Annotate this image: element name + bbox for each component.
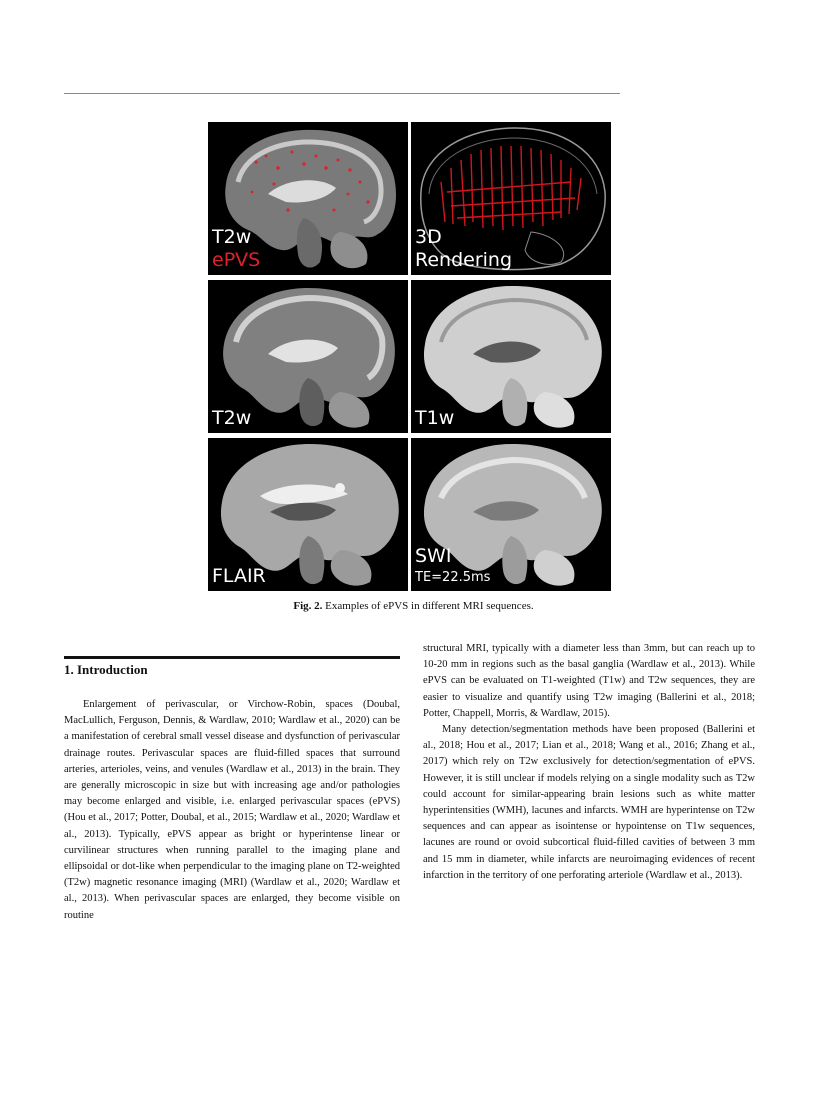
panel-label-swi-te: TE=22.5ms — [415, 570, 491, 585]
figure-caption-text: Examples of ePVS in different MRI sequences. — [322, 600, 534, 612]
panel-t2w-epvs — [208, 122, 408, 275]
panel-label-rendering: Rendering — [415, 249, 513, 271]
section-rule — [64, 656, 400, 659]
panel-3d-rendering — [411, 122, 611, 275]
left-paragraph-1: Enlargement of perivascular, or Virchow-Robin, spaces (Doubal, MacLullich, Ferguson, Dennis, & Wardlaw, 2010; Wardlaw et al., 2020) can be a manifestation of cerebral small vessel disease and dysfunction of perivascular drainage routes. Perivascular spaces are fluid-filled spaces that surround arteries, arterioles, veins, and venules (Wardlaw et al., 2013) in the brain. They are generally microscopic in size but with increasing age and/or pathologies may become enlarged and visible, i.e. enlarged perivascular spaces (ePVS) (Hou et al., 2017; Potter, Doubal, et al., 2015; Wardlaw et al., 2020; Wardlaw et al., 2013). Typically, ePVS appear as bright or hyperintense linear or curvilinear structures when running parallel to the imaging plane and ellipsoidal or dot-like when perpendicular to the imaging plane on T2-weighted (T2w) magnetic resonance imaging (MRI) (Wardlaw et al., 2020; Wardlaw et al., 2013). When perivascular spaces are enlarged, they become visible on routine — [64, 699, 400, 921]
section-heading: 1. Introduction — [64, 662, 148, 677]
panel-swi — [411, 438, 611, 591]
panel-label-t1w: T1w — [415, 407, 455, 429]
header-rule — [64, 93, 620, 94]
panel-label-t2w-2: T2w — [212, 407, 252, 429]
right-column — [423, 641, 755, 884]
panel-label-swi: SWI — [415, 545, 452, 567]
panel-t1w — [411, 280, 611, 433]
panel-label-3d: 3D — [415, 226, 442, 248]
left-column — [64, 697, 400, 924]
figure-caption — [0, 600, 827, 612]
figure-2 — [208, 122, 611, 591]
panel-flair — [208, 438, 408, 591]
panel-label-flair: FLAIR — [212, 565, 266, 587]
right-paragraph-1: structural MRI, typically with a diameter less than 3mm, but can reach up to 10-20 mm in regions such as the basal ganglia (Wardlaw et al., 2013). While ePVS can be evaluated on T1-weighted (T1w) and T2w sequences, they are easier to visualize and quantify using T2w imaging (Ballerini et al., 2018; Potter, Chappell, Morris, & Wardlaw, 2015). — [423, 643, 755, 719]
panel-label-epvs: ePVS — [212, 249, 261, 271]
right-paragraph-2: Many detection/segmentation methods have been proposed (Ballerini et al., 2018; Hou et al., 2017; Lian et al., 2018; Wang et al., 2016; Zhang et al., 2017) which rely on T2w exclusively for detection/segmentation of ePVS. However, it is still unclear if models relying on a single modality such as T2w could account for similar-appearing brain lesions such as white matter hyperintensities (WMH), lacunes and infarcts. WMH are hyperintense on T2w sequences and can appear as isointense or hypointense on T1w sequences, lacunes are round or ovoid subcortical fluid-filled cavities of between 3 mm and 15 mm in diameter, while infarcts are neuroimaging evidences of recent infarction in the territory of one perforating arteriole (Wardlaw et al., 2013). — [423, 724, 755, 881]
figure-caption-label: Fig. 2. — [293, 600, 323, 612]
panel-t2w — [208, 280, 408, 433]
panel-label-t2w: T2w — [212, 226, 252, 248]
brain-swi-image — [411, 438, 611, 591]
